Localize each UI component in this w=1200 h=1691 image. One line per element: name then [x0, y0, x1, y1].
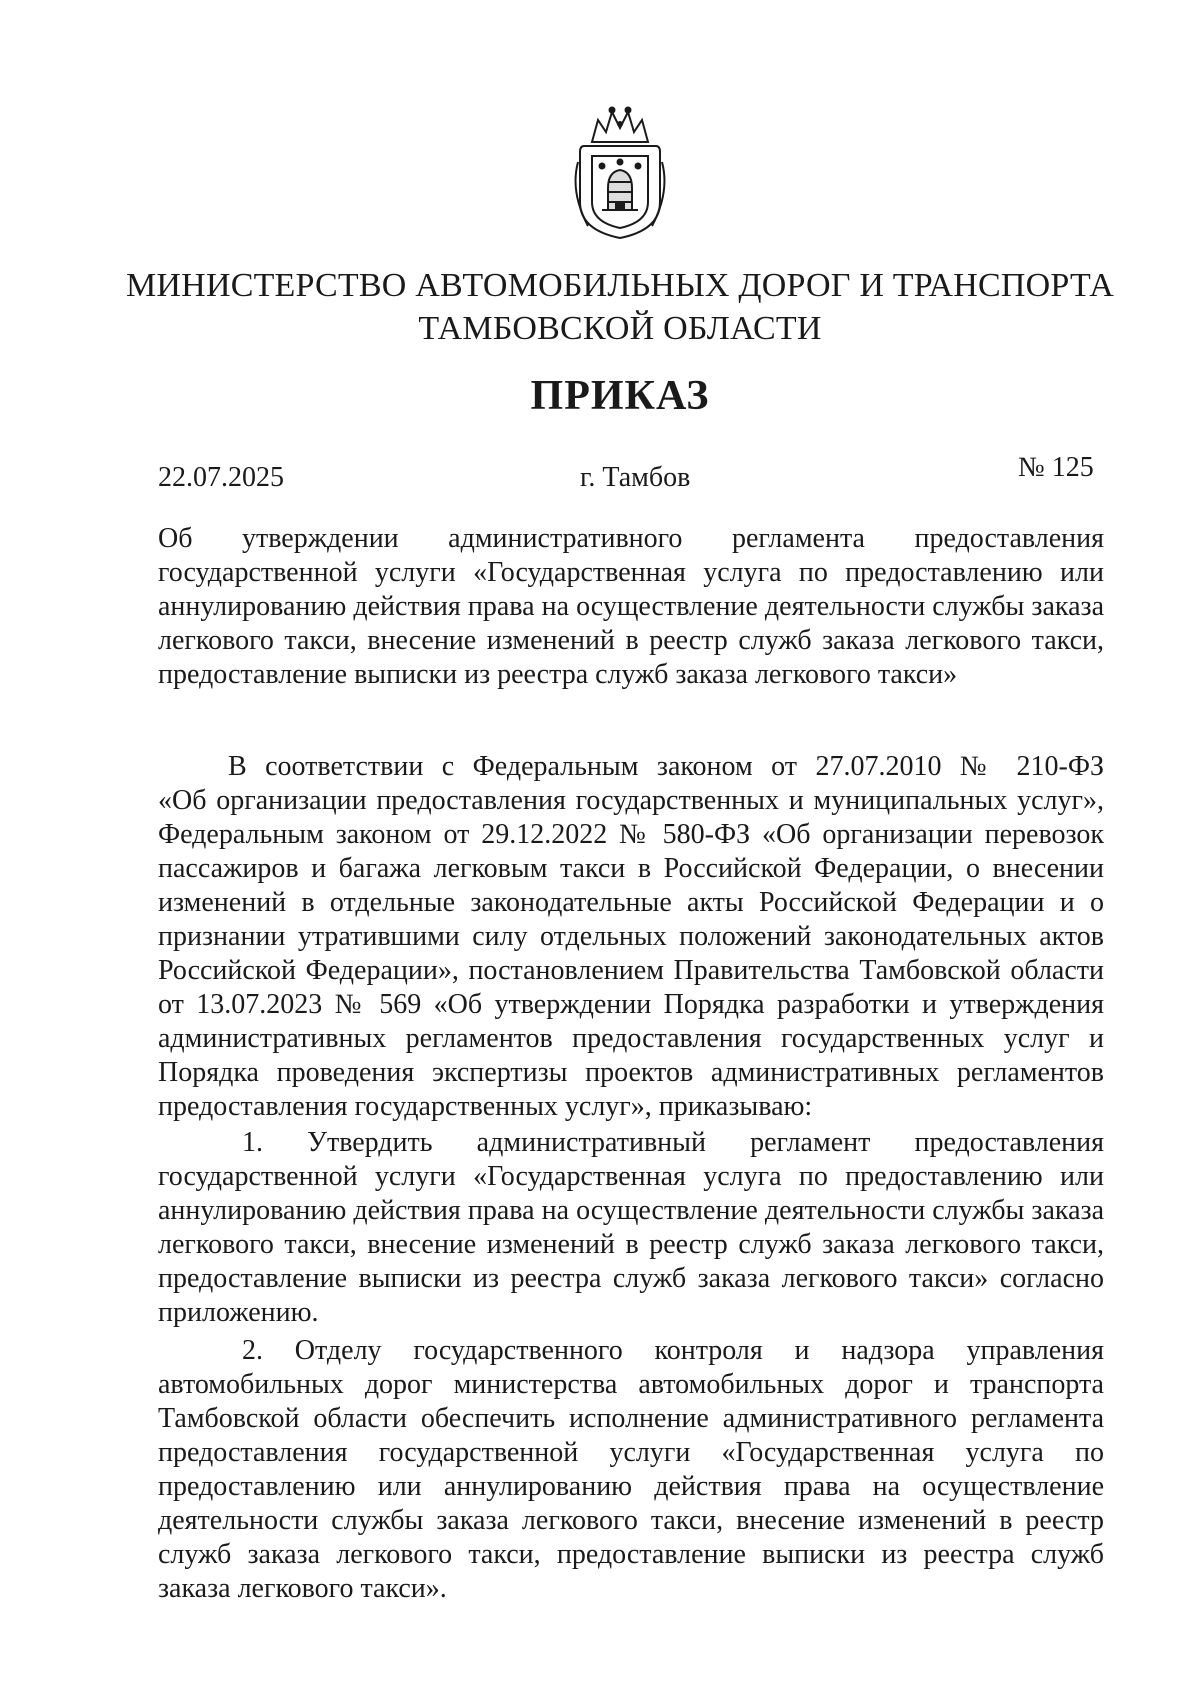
preamble-line: «Об организации предоставления государственных и муниципальных услуг»,: [158, 785, 1104, 816]
order-city: г. Тамбов: [580, 462, 691, 493]
preamble-line: изменений в отдельные законодательные акты Российской Федерации и о: [158, 887, 1104, 918]
preamble-line: Порядка проведения экспертизы проектов административных регламентов: [158, 1057, 1104, 1088]
ministry-name-line2: ТАМБОВСКОЙ ОБЛАСТИ: [418, 310, 822, 347]
preamble-line: признании утратившими силу отдельных положений законодательных актов: [158, 921, 1104, 952]
order-number: № 125: [1018, 452, 1094, 483]
subject-line: аннулированию действия права на осуществление деятельности службы заказа: [158, 591, 1104, 622]
item2-line: предоставления государственной услуги «Государственная услуга по: [158, 1437, 1104, 1468]
preamble-line: от 13.07.2023 № 569 «Об утверждении Порядка разработки и утверждения: [158, 989, 1104, 1020]
coat-of-arms-tambov-icon: [570, 102, 670, 242]
item1-line: 1. Утвердить административный регламент предоставления: [242, 1127, 1104, 1158]
item2-line: Тамбовской области обеспечить исполнение административного регламента: [158, 1403, 1104, 1434]
preamble-line: Федеральным законом от 29.12.2022 № 580-ФЗ «Об организации перевозок: [158, 819, 1104, 850]
document-type-title: ПРИКАЗ: [530, 373, 710, 419]
item2-line: 2. Отделу государственного контроля и надзора управления: [242, 1335, 1104, 1366]
preamble-line: административных регламентов предоставления государственных услуг и: [158, 1023, 1104, 1054]
item1-line: приложению.: [158, 1297, 319, 1328]
item2-line: предоставлению или аннулированию действия права на осуществление: [158, 1471, 1104, 1502]
item2-line: заказа легкового такси».: [158, 1573, 447, 1604]
item1-line: аннулированию действия права на осуществление деятельности службы заказа: [158, 1195, 1104, 1226]
subject-line: легкового такси, внесение изменений в реестр служб заказа легкового такси,: [158, 625, 1104, 656]
item2-line: служб заказа легкового такси, предоставление выписки из реестра служб: [158, 1539, 1104, 1570]
preamble-line: Российской Федерации», постановлением Правительства Тамбовской области: [158, 955, 1104, 986]
order-date: 22.07.2025: [158, 462, 284, 493]
ministry-name-line1: МИНИСТЕРСТВО АВТОМОБИЛЬНЫХ ДОРОГ И ТРАНСПОРТА: [126, 267, 1114, 304]
item1-line: легкового такси, внесение изменений в реестр служб заказа легкового такси,: [158, 1229, 1104, 1260]
subject-line: государственной услуги «Государственная услуга по предоставлению или: [158, 557, 1104, 588]
preamble-line: В соответствии с Федеральным законом от 27.07.2010 № 210-ФЗ: [228, 751, 1104, 782]
subject-line: Об утверждении административного регламента предоставления: [158, 523, 1104, 554]
preamble-line: пассажиров и багажа легковым такси в Российской Федерации, о внесении: [158, 853, 1104, 884]
item2-line: деятельности службы заказа легкового такси, внесение изменений в реестр: [158, 1505, 1104, 1536]
subject-line: предоставление выписки из реестра служб заказа легкового такси»: [158, 659, 958, 690]
item1-line: предоставление выписки из реестра служб заказа легкового такси» согласно: [158, 1263, 1104, 1294]
preamble-line: предоставления государственных услуг», приказываю:: [158, 1091, 813, 1122]
item2-line: автомобильных дорог министерства автомобильных дорог и транспорта: [158, 1369, 1104, 1400]
item1-line: государственной услуги «Государственная услуга по предоставлению или: [158, 1161, 1104, 1192]
